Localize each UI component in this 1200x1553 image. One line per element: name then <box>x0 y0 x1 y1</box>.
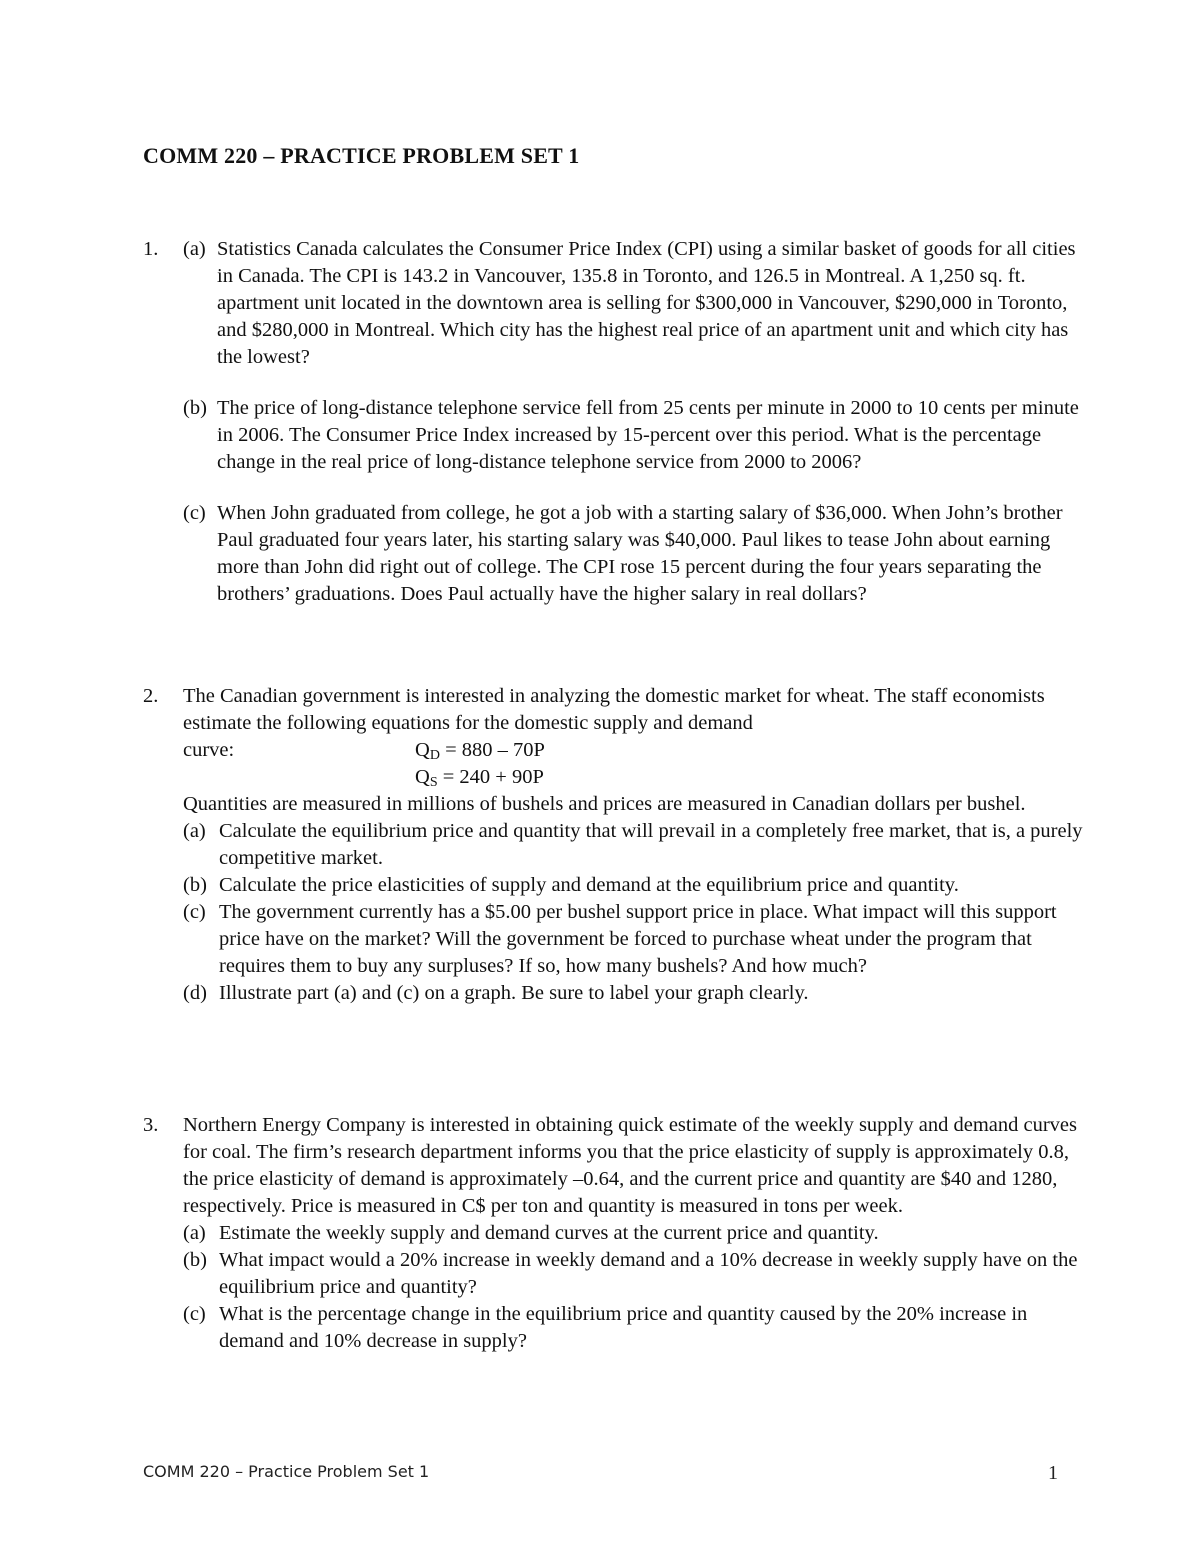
question-2-part-a <box>183 818 1083 872</box>
part-label: (b) <box>183 1249 207 1271</box>
part-label: (c) <box>183 502 206 524</box>
part-text: Calculate the price elasticities of supply and demand at the equilibrium price and quantity. <box>219 874 959 896</box>
part-label: (c) <box>183 1303 206 1325</box>
part-label: (b) <box>183 874 207 896</box>
question-number: 2. <box>143 685 159 707</box>
curve-label: curve: <box>183 739 235 761</box>
question-2-part-d <box>183 980 1083 1007</box>
question-2-units: Quantities are measured in millions of bushels and prices are measured in Canadian dollars per bushel. <box>183 793 1026 815</box>
question-2-part-c <box>183 899 1083 980</box>
page-footer <box>143 1462 1058 1484</box>
part-text: What is the percentage change in the equilibrium price and quantity caused by the 20% increase in demand and 10% decrease in supply? <box>219 1303 1028 1352</box>
part-text: Estimate the weekly supply and demand curves at the current price and quantity. <box>219 1222 879 1244</box>
question-1-part-c <box>183 500 1083 608</box>
question-1-part-a <box>183 236 1083 371</box>
part-label: (a) <box>183 1222 206 1244</box>
part-text: When John graduated from college, he got a job with a starting salary of $36,000. When John’s brother Paul graduated four years later, his starting salary was $40,000. Paul likes to tease John about earning more than John did right out of college. The CPI rose 15 percent during the four years separating the brothers’ graduations. Does Paul actually have the higher salary in real dollars? <box>217 502 1063 605</box>
supply-equation: $Q_S = 240 + 90P$ <box>415 766 544 790</box>
demand-equation-row <box>183 737 1083 764</box>
part-label: (a) <box>183 820 206 842</box>
part-label: (a) <box>183 238 206 260</box>
supply-equation-row <box>183 764 1083 791</box>
part-text: Illustrate part (a) and (c) on a graph. Be sure to label your graph clearly. <box>219 982 809 1004</box>
question-3-part-a <box>183 1220 1083 1247</box>
page-title: COMM 220 – PRACTICE PROBLEM SET 1 <box>143 143 580 168</box>
question-3-part-b <box>183 1247 1083 1301</box>
question-2 <box>143 683 1083 1007</box>
question-3-part-c <box>183 1301 1083 1355</box>
part-label: (d) <box>183 982 207 1004</box>
question-number: 1. <box>143 238 159 260</box>
question-2-part-b <box>183 872 1083 899</box>
footer-title: COMM 220 – Practice Problem Set 1 <box>143 1462 430 1481</box>
part-text: The price of long-distance telephone service fell from 25 cents per minute in 2000 to 10 cents per minute in 2006. The Consumer Price Index increased by 15-percent over this period. What is the percentage change in the real price of long-distance telephone service from 2000 to 2006? <box>217 397 1079 473</box>
part-text: The government currently has a $5.00 per bushel support price in place. What impact will this support price have on the market? Will the government be forced to purchase wheat under the program that requires them to buy any surpluses? If so, how many bushels? And how much? <box>219 901 1057 977</box>
demand-equation: $Q_D = 880 - 70P$ <box>415 739 545 763</box>
page-number: 1 <box>1048 1462 1058 1484</box>
question-number: 3. <box>143 1114 159 1136</box>
part-text: Calculate the equilibrium price and quantity that will prevail in a completely free market, that is, a purely competitive market. <box>219 820 1083 869</box>
question-1 <box>143 236 1083 632</box>
question-3-intro: Northern Energy Company is interested in obtaining quick estimate of the weekly supply and demand curves for coal. The firm’s research department informs you that the price elasticity of supply is approximately 0.8, the price elasticity of demand is approximately –0.64, and the current price and quantity are $40 and 1280, respectively. Price is measured in C$ per ton and quantity is measured in tons per week. <box>183 1114 1078 1217</box>
part-label: (c) <box>183 901 206 923</box>
question-2-intro: The Canadian government is interested in analyzing the domestic market for wheat. The staff economists estimate the following equations for the domestic supply and demand <box>183 685 1045 734</box>
question-1-part-b <box>183 395 1083 476</box>
part-text: What impact would a 20% increase in weekly demand and a 10% decrease in weekly supply have on the equilibrium price and quantity? <box>219 1249 1078 1298</box>
question-3 <box>143 1112 1083 1355</box>
part-label: (b) <box>183 397 207 419</box>
part-text: Statistics Canada calculates the Consumer Price Index (CPI) using a similar basket of goods for all cities in Canada. The CPI is 143.2 in Vancouver, 135.8 in Toronto, and 126.5 in Montreal. A 1,250 sq. ft. apartment unit located in the downtown area is selling for $300,000 in Vancouver, $290,000 in Toronto, and $280,000 in Montreal. Which city has the highest real price of an apartment unit and which city has the lowest? <box>217 238 1076 368</box>
